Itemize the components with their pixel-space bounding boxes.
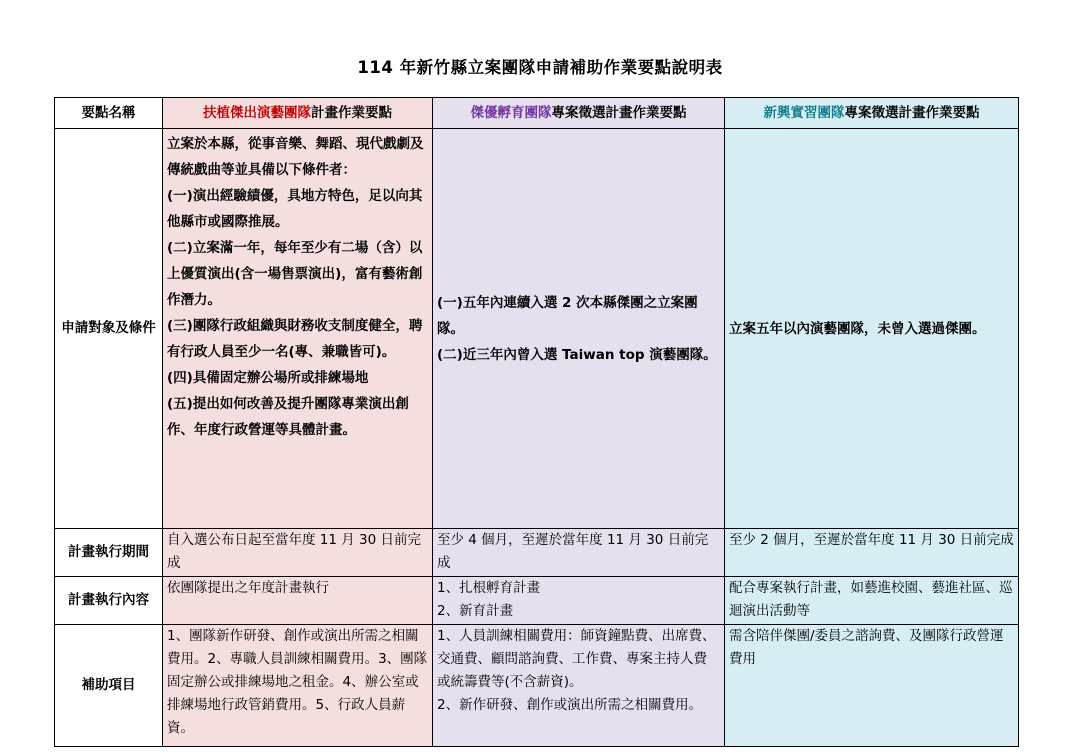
header-row	[55, 98, 1019, 129]
header-incubation-program	[433, 98, 725, 129]
requirements-table	[54, 97, 1019, 747]
conditions-col2-line: (二)近三年內曾入選 Taiwan top 演藝團隊。	[437, 346, 717, 363]
header-col1-highlight: 扶植傑出演藝團隊	[203, 104, 311, 121]
header-emerging-program	[725, 98, 1019, 129]
conditions-col1-line: (二)立案滿一年，每年至少有二場（含）以上優質演出(含一場售票演出)，富有藝術創作潛力。	[167, 240, 423, 308]
period-col2: 至少 4 個月，至遲於當年度 11 月 30 日前完成	[433, 529, 725, 577]
subsidy-col3: 需含陪伴傑團/委員之諮詢費、及團隊行政營運費用	[725, 625, 1019, 747]
subsidy-col1: 1、團隊新作研發、創作或演出所需之相關費用。2、專職人員訓練相關費用。3、團隊固定辦公或排練場地之租金。4、辦公室或排練場地行政管銷費用。5、行政人員薪資。	[163, 625, 433, 747]
conditions-col1-line: (四)具備固定辦公場所或排練場地	[167, 370, 369, 386]
conditions-col1-line: (一)演出經驗績優，具地方特色，足以向其他縣市或國際推展。	[167, 188, 423, 230]
subsidy-label: 補助項目	[55, 625, 163, 747]
period-col1: 自入選公布日起至當年度 11 月 30 日前完成	[163, 529, 433, 577]
content-label: 計畫執行內容	[55, 577, 163, 625]
header-key-name: 要點名稱	[55, 98, 163, 129]
header-col3-highlight: 新興實習團隊	[763, 104, 845, 121]
period-label: 計畫執行期間	[55, 529, 163, 577]
conditions-label: 申請對象及條件	[55, 129, 163, 529]
conditions-col2-line: (一)五年內連續入選 2 次本縣傑團之立案團隊。	[437, 294, 698, 337]
header-col1-rest: 計畫作業要點	[311, 104, 392, 121]
header-col2-highlight: 傑優孵育團隊	[470, 104, 552, 121]
header-col3-rest: 專案徵選計畫作業要點	[844, 104, 980, 121]
period-col3: 至少 2 個月，至遲於當年度 11 月 30 日前完成	[725, 529, 1019, 577]
subsidy-col2-line: 1、人員訓練相關費用：師資鐘點費、出席費、交通費、顧問諮詢費、工作費、專案主持人費或統籌費等(不含薪資)。	[437, 628, 716, 690]
document-title: 114 年新竹縣立案團隊申請補助作業要點說明表	[357, 58, 723, 77]
header-outstanding-program	[163, 98, 433, 129]
content-col2-line: 2、新育計畫	[437, 603, 514, 619]
content-col2-line: 1、扎根孵育計畫	[437, 580, 541, 596]
conditions-row	[55, 129, 1019, 529]
conditions-col1-line: 立案於本縣，從事音樂、舞蹈、現代戲劇及傳統戲曲等並具備以下條件者：	[167, 136, 424, 178]
conditions-col1-line: (五)提出如何改善及提升團隊專業演出創作、年度行政營運等具體計畫。	[167, 396, 409, 438]
subsidy-col2	[433, 625, 725, 747]
subsidy-col2-line: 2、新作研發、創作或演出所需之相關費用。	[437, 697, 703, 713]
subsidy-row	[55, 625, 1019, 747]
content-col3: 配合專案執行計畫，如藝進校園、藝進社區、巡迴演出活動等	[725, 577, 1019, 625]
conditions-col1-line: (三)團隊行政組織與財務收支制度健全，聘有行政人員至少一名(專、兼職皆可)。	[167, 318, 423, 360]
conditions-col3-line: 立案五年以內演藝團隊，未曾入選過傑團。	[729, 320, 986, 337]
conditions-col1	[163, 129, 433, 529]
header-col2-rest: 專案徵選計畫作業要點	[551, 104, 687, 121]
content-col2	[433, 577, 725, 625]
period-row	[55, 529, 1019, 577]
content-row	[55, 577, 1019, 625]
conditions-col2	[433, 129, 725, 529]
conditions-col3	[725, 129, 1019, 529]
content-col1: 依團隊提出之年度計畫執行	[163, 577, 433, 625]
